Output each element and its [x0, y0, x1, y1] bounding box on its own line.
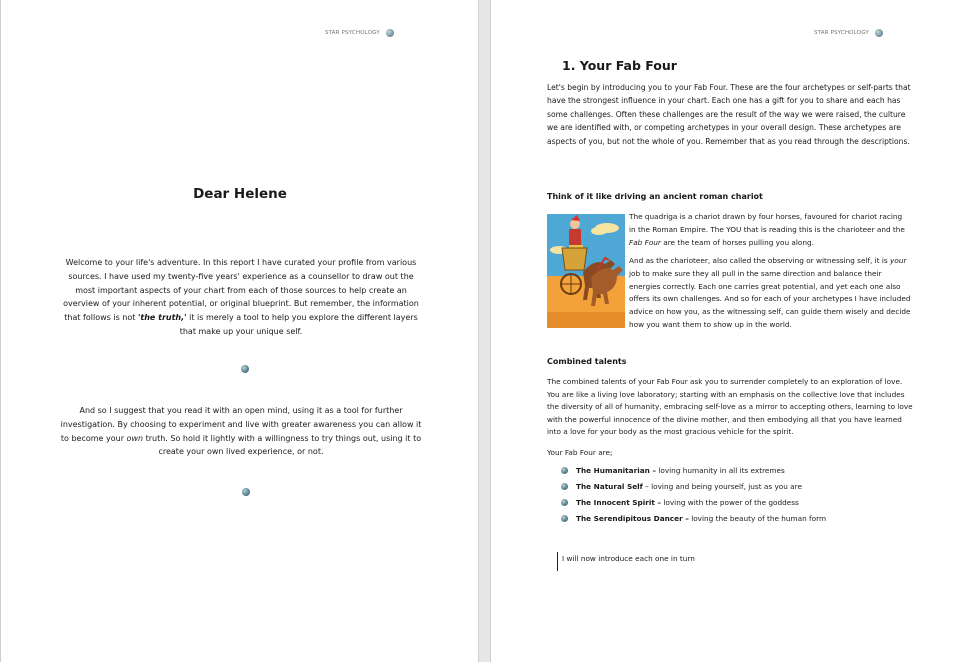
ornament-dot-icon — [242, 488, 250, 496]
bullet-icon — [561, 515, 568, 522]
intro-paragraph: Welcome to your life's adventure. In this report I have curated your profile from various sources. I have used my twenty-five years' experience as a counsellor to draw out the most important aspects of your chart from each of those sources to help create an overview of your inherent potential, or original blueprint. But remember, the information that follows is not 'the truth,' it is merely a tool to help you explore the different layers that make up your unique self. — [63, 258, 419, 336]
brand-logo-icon — [386, 29, 394, 37]
document-page-right — [491, 0, 962, 662]
document-page-left — [0, 0, 478, 662]
page-header — [814, 29, 883, 37]
page-header — [325, 29, 394, 37]
chariot-paragraph-2: And as the charioteer, also called the observing or witnessing self, it is your job to make sure they all pull in the same direction and balance their energies correctly. Each one carries great potential, and yet each one also offers its own challenges. And so for each of your archetypes I have included advice on how you, as the witnessing self, can guide them wisely and decide how you want them to show up in the world. — [629, 256, 911, 329]
lead-paragraph: Let's begin by introducing you to your Fab Four. These are the four archetypes or self-parts that have the strongest influence in your chart. Each one has a gift for you to share and each has some challenges. Often these challenges are the result of the way we were raised, the culture we are identified with, or competing archetypes in your overall design. These archetypes are aspects of you, but not the whole of you. Remember that as you read through the descriptions. — [547, 83, 911, 146]
bullet-icon — [561, 467, 568, 474]
list-item: The Humanitarian – loving humanity in all its extremes — [561, 465, 826, 481]
roman-chariot-illustration — [547, 214, 625, 328]
list-item: The Natural Self – loving and being yourself, just as you are — [561, 481, 826, 497]
investigation-paragraph: And so I suggest that you read it with an open mind, using it as a tool for further investigation. By choosing to experiment and live with greater awareness you can allow it to become your own truth. So hold it lightly with a willingness to try things out, using it to create your own lived experience, or not. — [60, 406, 422, 457]
combined-talents-subheading: Combined talents — [547, 357, 627, 366]
brand-label: STAR PSYCHOLOGY — [814, 30, 869, 36]
list-item: The Innocent Spirit – loving with the power of the goddess — [561, 497, 826, 513]
greeting-title: Dear Helene — [193, 186, 287, 202]
chariot-paragraph-1: The quadriga is a chariot drawn by four horses, favoured for chariot racing in the Roman Empire. The YOU that is reading this is the charioteer and the Fab Four are the team of horses pulling you along. — [629, 212, 905, 247]
ornament-dot-icon — [241, 365, 249, 373]
brand-label: STAR PSYCHOLOGY — [325, 30, 380, 36]
bullet-icon — [561, 499, 568, 506]
brand-logo-icon — [875, 29, 883, 37]
bullet-icon — [561, 483, 568, 490]
list-item: The Serendipitous Dancer – loving the beauty of the human form — [561, 513, 826, 529]
chariot-subheading: Think of it like driving an ancient roman chariot — [547, 192, 763, 201]
fab-four-intro: Your Fab Four are; — [547, 448, 613, 457]
fab-four-list — [561, 465, 826, 529]
text-cursor-line[interactable]: I will now introduce each one in turn — [557, 552, 695, 571]
combined-talents-paragraph: The combined talents of your Fab Four ask you to surrender completely to an exploration of love. You are like a living love laboratory; starting with an emphasis on the collective love that includes the diversity of all of humanity, embracing self-love as a mirror to accepting others, learning to love with the powerful innocence of the divine mother, and then embodying all that you have learned into a love for your body as the most gracious vehicle for the spirit. — [547, 377, 913, 437]
section-title: 1. Your Fab Four — [562, 58, 677, 73]
page-gutter — [478, 0, 491, 662]
